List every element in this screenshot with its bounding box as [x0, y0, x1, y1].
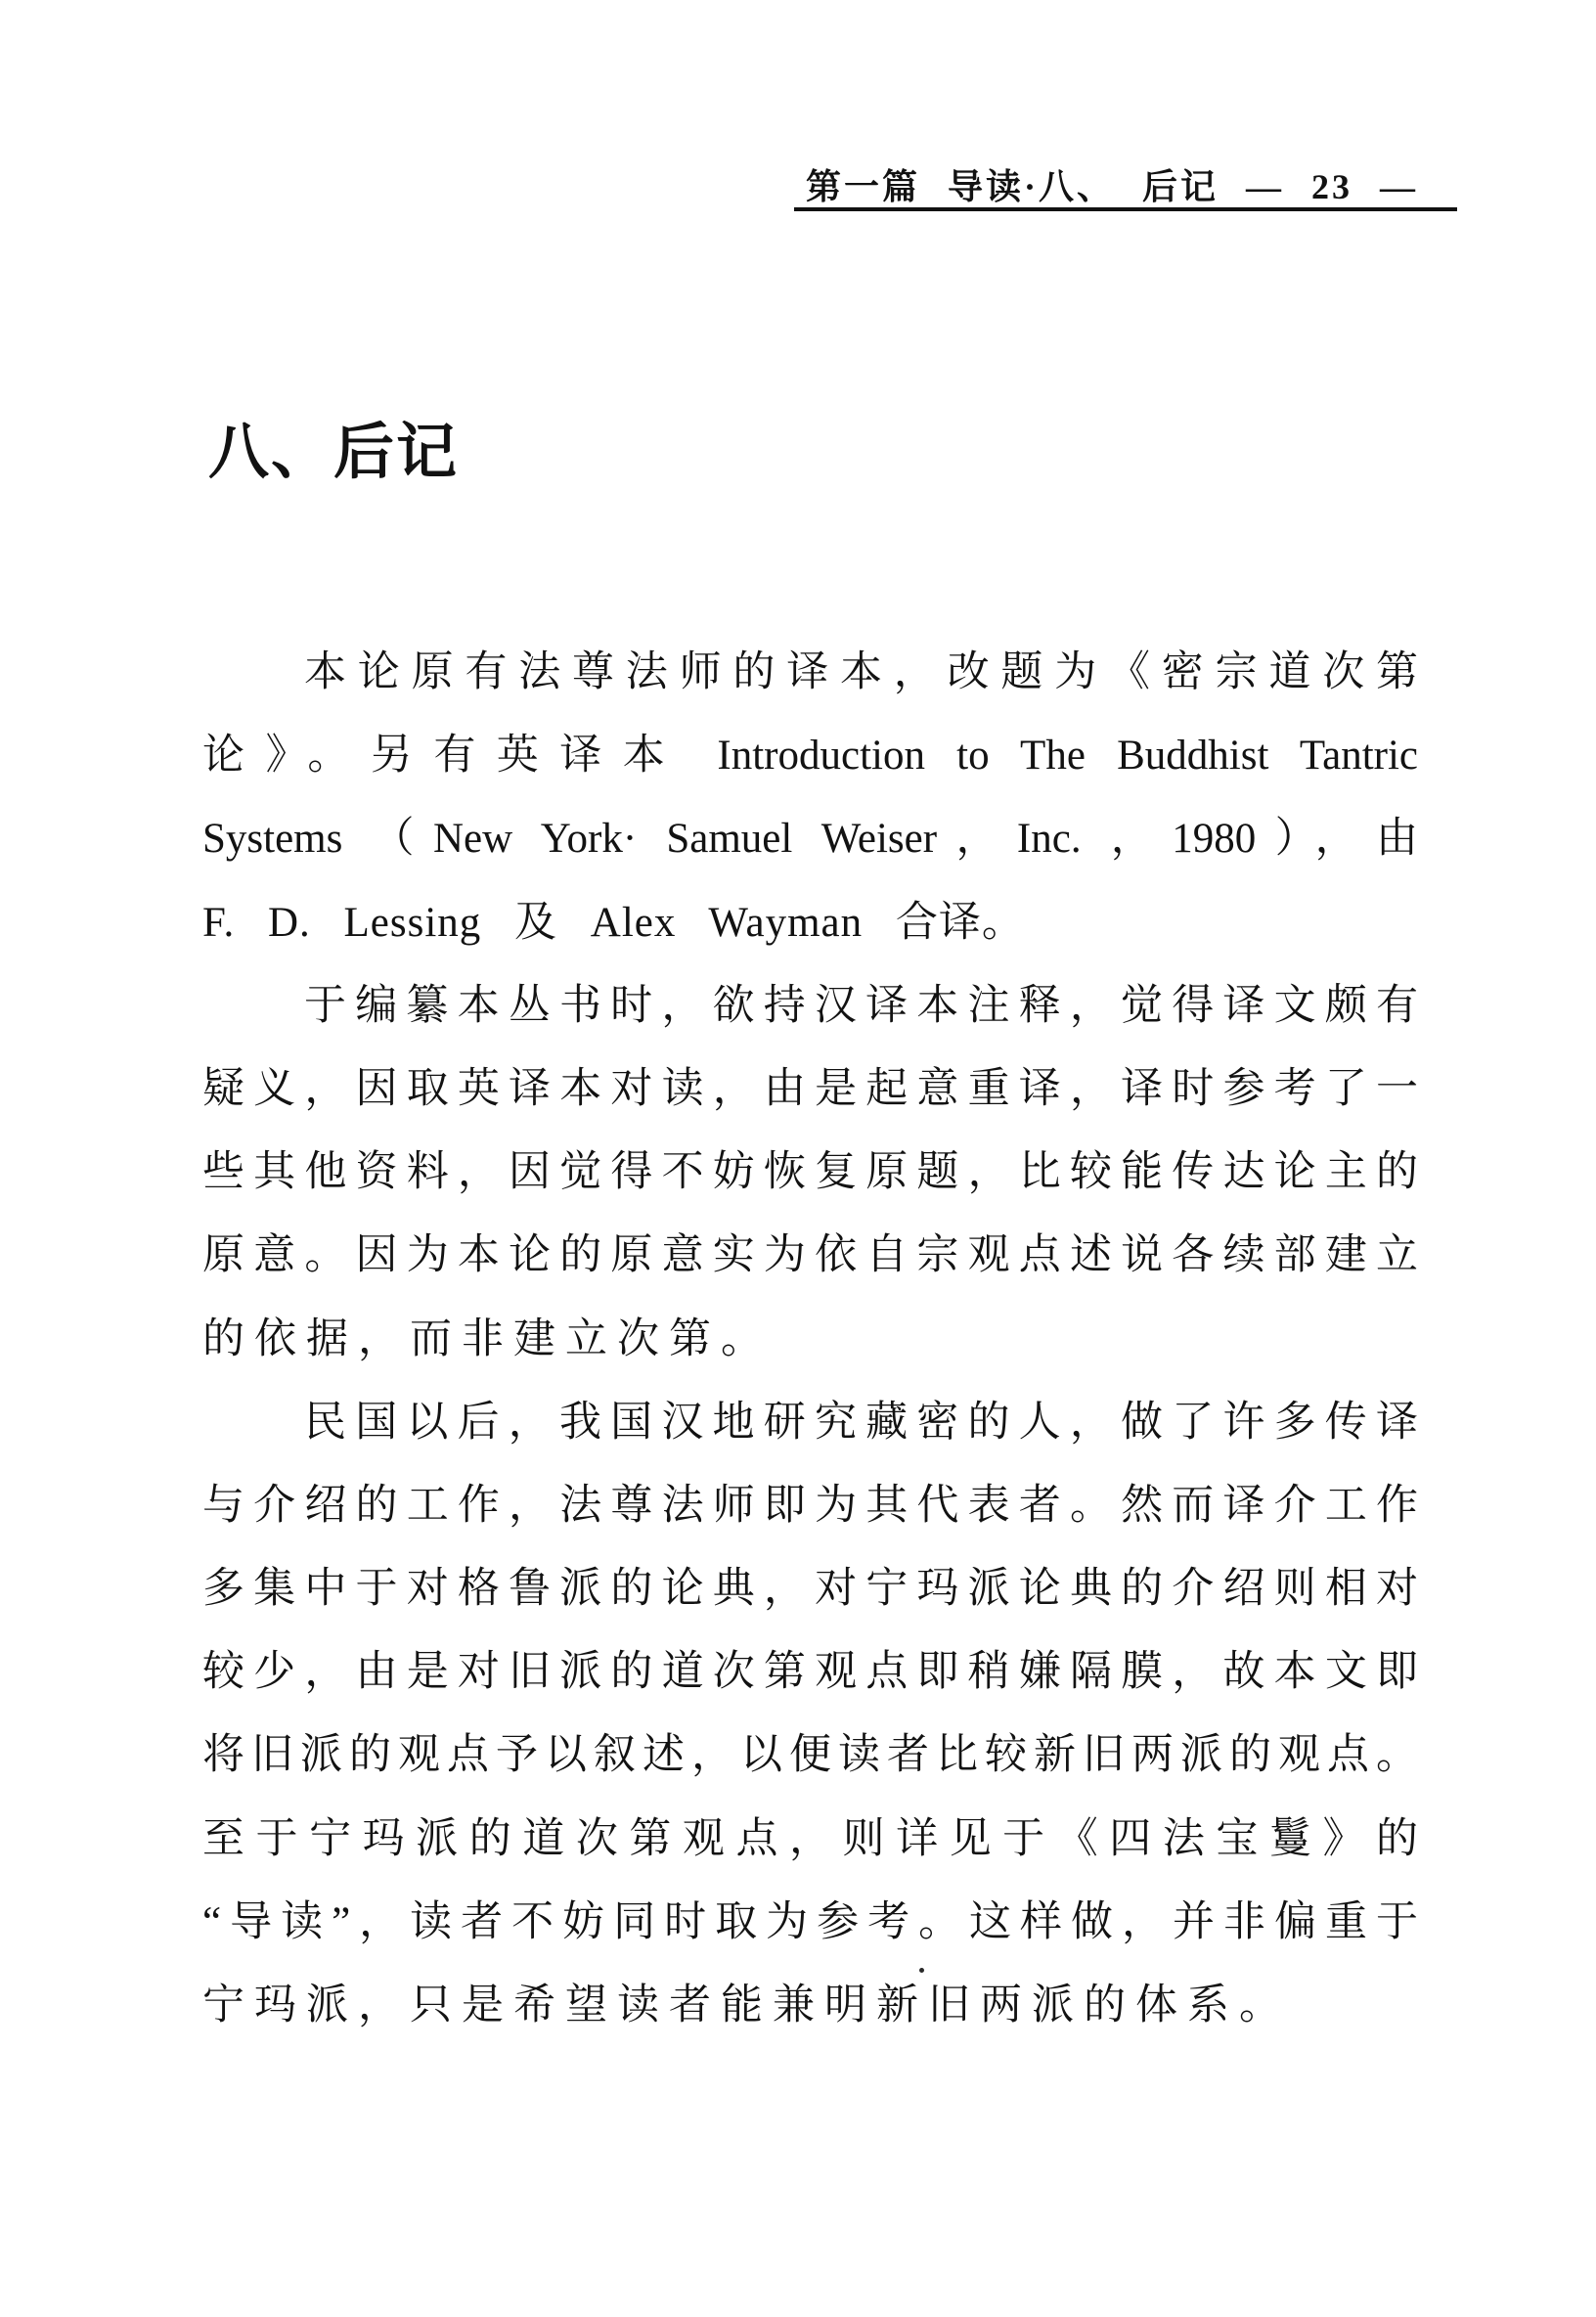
body-line: 宁玛派，只是希望读者能兼明新旧两派的体系。: [202, 1983, 1291, 2028]
body-line: 至于宁玛派的道次第观点，则详见于《四法宝鬘》的: [202, 1815, 1418, 1862]
body-line: 将旧派的观点予以叙述，以便读者比较新旧两派的观点。: [202, 1732, 1418, 1779]
body-line: 较少，由是对旧派的道次第观点即稍嫌隔膜，故本文即: [202, 1649, 1418, 1696]
body-line: 民国以后，我国汉地研究藏密的人，做了许多传译: [304, 1399, 1418, 1446]
body-line: 论》。另有英译本 Introduction to The Buddhist Tantric: [202, 733, 1418, 780]
header-rule: [794, 207, 1457, 211]
body-line: 多集中于对格鲁派的论典，对宁玛派论典的介绍则相对: [202, 1566, 1418, 1613]
body-line: “导读”，读者不妨同时取为参考。这样做，并非偏重于: [202, 1898, 1418, 1945]
body-line: Systems （New York· Samuel Weiser，Inc. ，1980），由: [202, 816, 1418, 863]
body-text: [202, 631, 1418, 2047]
running-header: 第一篇 导读·八、 后记 — 23 —: [806, 167, 1419, 206]
body-line: 原意。因为本论的原意实为依自宗观点述说各续部建立: [202, 1232, 1418, 1279]
body-line: 的依据，而非建立次第。: [202, 1315, 773, 1362]
section-title: 八、后记: [208, 420, 460, 486]
body-line: 些其他资料，因觉得不妨恢复原题，比较能传达论主的: [202, 1149, 1418, 1196]
body-line: 于编纂本丛书时，欲持汉译本注释，觉得译文颇有: [304, 982, 1418, 1029]
body-line: F. D. Lessing 及 Alex Wayman 合译。: [202, 899, 1025, 946]
ink-speck: [919, 1968, 924, 1973]
body-line: 本论原有法尊法师的译本，改题为《密宗道次第: [304, 649, 1418, 695]
body-line: 疑义，因取英译本对读，由是起意重译，译时参考了一: [202, 1065, 1418, 1112]
body-line: 与介绍的工作，法尊法师即为其代表者。然而译介工作: [202, 1482, 1418, 1529]
